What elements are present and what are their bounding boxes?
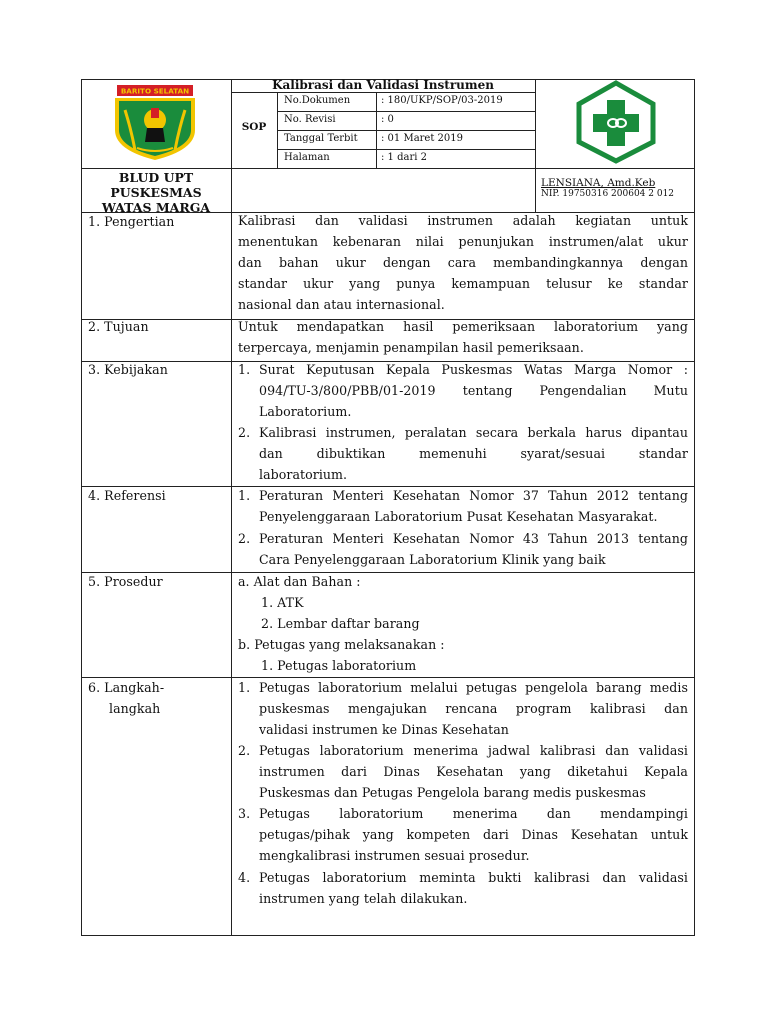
section-label-tujuan: 2. Tujuan [88,319,149,334]
meta-value-dokumen: : 180/UKP/SOP/03-2019 [381,95,503,106]
referensi-1-line-2: Penyelenggaraan Laboratorium Pusat Kesehatan Masyarakat. [259,509,658,524]
langkah-4-line-1: Petugas laboratorium meminta bukti kalibrasi dan validasi [259,870,688,885]
langkah-3-line-1: Petugas laboratorium menerima dan mendampingi [259,806,688,821]
prosedur-a-label: a. Alat dan Bahan : [238,574,361,589]
section-label-langkah-2: langkah [109,701,161,716]
meta-value-halaman: : 1 dari 2 [381,152,427,163]
referensi-num-1: 1. [238,488,251,503]
kebijakan-1-line-2: 094/TU-3/800/PBB/01-2019 tentang Pengendalian Mutu [259,383,688,398]
meta-label-halaman: Halaman [284,152,330,163]
langkah-1-line-3: validasi instrumen ke Dinas Kesehatan [259,722,509,737]
pengertian-line-1: Kalibrasi dan validasi instrumen adalah kegiatan untuk [238,213,688,228]
pengertian-line-3: dan bahan ukur dengan cara membandingkannya dengan [238,255,688,270]
pengertian-line-4: standar ukur yang punya kemampuan telusur ke standar [238,276,688,291]
section-divider-3 [81,486,695,487]
section-label-kebijakan: 3. Kebijakan [88,362,168,377]
puskesmas-logo [571,80,661,164]
meta-value-tanggal: : 01 Maret 2019 [381,133,463,144]
referensi-2-line-2: Cara Penyelenggaraan Laboratorium Klinik yang baik [259,552,606,567]
langkah-num-4: 4. [238,870,251,885]
tujuan-line-2: terpercaya, menjamin penampilan hasil pemeriksaan. [238,340,584,355]
meta-line-3 [277,149,535,150]
langkah-2-line-3: Puskesmas dan Petugas Pengelola barang medis puskesmas [259,785,646,800]
header-divider-right [535,79,536,212]
section-label-prosedur: 5. Prosedur [88,574,163,589]
title-underline [231,92,535,93]
langkah-4-line-2: instrumen yang telah dilakukan. [259,891,468,906]
referensi-1-line-1: Peraturan Menteri Kesehatan Nomor 37 Tahun 2012 tentang [259,488,688,503]
tujuan-line-1: Untuk mendapatkan hasil pemeriksaan laboratorium yang [238,319,688,334]
prosedur-a-item-1: 1. ATK [261,595,304,610]
langkah-2-line-2: instrumen dari Dinas Kesehatan yang diketahui Kepala [259,764,688,779]
meta-value-revisi: : 0 [381,114,394,125]
signer-nip: NIP. 19750316 200604 2 012 [541,189,675,199]
langkah-num-1: 1. [238,680,251,695]
signer-name: LENSIANA, Amd.Keb [541,177,656,189]
kebijakan-num-1: 1. [238,362,251,377]
document-title: Kalibrasi dan Validasi Instrumen [272,78,494,92]
referensi-num-2: 2. [238,531,251,546]
kebijakan-num-2: 2. [238,425,251,440]
meta-line-1 [277,111,535,112]
kebijakan-2-line-2: dan dibuktikan memenuhi syarat/sesuai standar [259,446,688,461]
langkah-3-line-2: petugas/pihak yang kompeten dari Dinas Kesehatan untuk [259,827,688,842]
langkah-3-line-3: mengkalibrasi instrumen sesuai prosedur. [259,848,530,863]
langkah-2-line-1: Petugas laboratorium menerima jadwal kalibrasi dan validasi [259,743,688,758]
organization-name [81,170,231,215]
pengertian-line-2: menentukan kebenaran nilai penunjukan instrumen/alat ukur [238,234,688,249]
section-label-pengertian: 1. Pengertian [88,214,175,229]
kebijakan-2-line-3: laboratorium. [259,467,348,482]
kebijakan-2-line-1: Kalibrasi instrumen, peralatan secara berkala harus dipantau [259,425,688,440]
meta-label-revisi: No. Revisi [284,114,336,125]
org-line-3: WATAS MARGA [101,200,211,215]
langkah-1-line-1: Petugas laboratorium melalui petugas pengelola barang medis [259,680,688,695]
meta-label-dokumen: No.Dokumen [284,95,351,106]
barito-selatan-logo [107,84,203,162]
referensi-2-line-1: Peraturan Menteri Kesehatan Nomor 43 Tahun 2013 tentang [259,531,688,546]
prosedur-b-label: b. Petugas yang melaksanakan : [238,637,445,652]
langkah-1-line-2: puskesmas mengajukan rencana program kalibrasi dan [259,701,688,716]
logo-banner-text: BARITO SELATAN [120,86,190,96]
section-divider-4 [81,572,695,573]
border-bottom [81,935,695,936]
section-label-referensi: 4. Referensi [88,488,166,503]
pengertian-line-5: nasional dan atau internasional. [238,297,445,312]
border-right [694,79,695,936]
sop-label: SOP [241,121,267,133]
kebijakan-1-line-3: Laboratorium. [259,404,352,419]
langkah-num-3: 3. [238,806,251,821]
langkah-num-2: 2. [238,743,251,758]
section-divider-5 [81,677,695,678]
meta-line-2 [277,130,535,131]
header-line-mid [81,168,695,169]
prosedur-b-item-1: 1. Petugas laboratorium [261,658,417,673]
org-line-1: BLUD UPT [118,170,194,185]
meta-label-tanggal: Tanggal Terbit [284,133,358,144]
col-divider [231,79,232,936]
kebijakan-1-line-1: Surat Keputusan Kepala Puskesmas Watas Marga Nomor : [259,362,688,377]
prosedur-a-item-2: 2. Lembar daftar barang [261,616,420,631]
section-label-langkah-1: 6. Langkah- [88,680,165,695]
org-line-2: PUSKESMAS [110,185,202,200]
sop-document [81,79,695,936]
